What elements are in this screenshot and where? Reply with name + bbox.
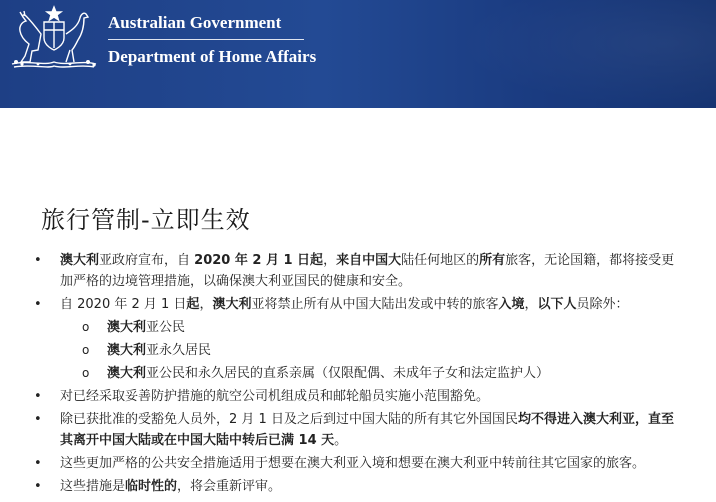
sub-list-item-text — [107, 343, 211, 358]
list-item — [34, 386, 684, 407]
body-text: 亚公民 — [146, 320, 186, 335]
body-text: ， — [199, 297, 213, 312]
body-text: 亚将禁止所有从中国大陆出发或中转的旅客 — [251, 297, 499, 312]
list-item — [34, 294, 684, 315]
list-item — [34, 453, 684, 474]
body-text: ， — [524, 297, 538, 312]
body-text: 对已经采取妥善防护措施的航空公司机组成员和邮轮船员实施小范围豁免。 — [60, 389, 490, 404]
circle-bullet-icon: o — [82, 343, 90, 357]
sub-list-item-text — [107, 366, 549, 381]
emphasis-text: 澳大利 — [60, 253, 100, 268]
emphasis-text: 澳大利 — [107, 320, 147, 335]
divider — [108, 39, 304, 40]
header-banner — [0, 0, 716, 108]
list-item-text — [60, 253, 674, 289]
department-name: Department of Home Affairs — [108, 47, 317, 66]
body-text: 亚政府宣布，自 — [99, 253, 195, 268]
emphasis-text: 来自中国大 — [336, 253, 402, 268]
page-title: 旅行管制-立即生效 — [41, 206, 251, 234]
notice-list — [34, 250, 684, 499]
emphasis-text: 临时性的 — [125, 479, 178, 494]
sub-list-item — [34, 317, 684, 338]
bullet-icon: • — [34, 479, 42, 494]
circle-bullet-icon: o — [82, 320, 90, 334]
list-item-text — [60, 479, 281, 494]
body-text: 亚公民和永久居民的直系亲属（仅限配偶、未成年子女和法定监护人） — [146, 366, 550, 381]
emphasis-text: 入境 — [498, 297, 525, 312]
emphasis-text: 澳大利 — [107, 366, 147, 381]
body-text: 除已获批准的受豁免人员外，2 月 1 日及之后到过中国大陆的所有其它外国国民 — [60, 412, 518, 427]
body-text: 。 — [334, 433, 348, 448]
body-text: 陆任何地区的 — [401, 253, 480, 268]
body-text: 旅客，无论国籍，都将接受更加严格的边境管理措施，以确保澳大利亚国民的健康和安全。 — [60, 253, 675, 289]
body-text: 员除外： — [576, 297, 629, 312]
list-item — [34, 476, 684, 497]
sub-list-item-text — [107, 320, 185, 335]
body-text: ， — [323, 253, 337, 268]
bullet-icon: • — [34, 412, 42, 427]
bullet-icon: • — [34, 389, 42, 404]
emphasis-text: 澳大利 — [212, 297, 252, 312]
government-name: Australian Government — [108, 13, 282, 32]
bullet-icon: • — [34, 297, 42, 312]
body-text: 亚永久居民 — [146, 343, 212, 358]
emphasis-text: 所有 — [479, 253, 506, 268]
body-text: 这些措施是 — [60, 479, 126, 494]
body-text: 自 2020 年 2 月 1 日 — [60, 297, 187, 312]
emphasis-text: 以下人 — [537, 297, 577, 312]
sub-list-item — [34, 340, 684, 361]
emphasis-text: 2020 年 2 月 1 日起 — [194, 253, 324, 268]
body-text: ，将会重新评审。 — [177, 479, 282, 494]
government-branding — [108, 12, 316, 68]
list-item — [34, 409, 684, 451]
circle-bullet-icon: o — [82, 366, 90, 380]
emphasis-text: 起 — [186, 297, 200, 312]
bullet-icon: • — [34, 253, 42, 268]
list-item-text — [60, 412, 674, 448]
emphasis-text: 澳大利 — [107, 343, 147, 358]
coat-of-arms-icon — [8, 4, 100, 70]
bullet-icon: • — [34, 456, 42, 471]
sub-list-item — [34, 363, 684, 384]
list-item-text — [60, 297, 629, 312]
list-item-text — [60, 456, 645, 471]
body-text: 这些更加严格的公共安全措施适用于想要在澳大利亚入境和想要在澳大利亚中转前往其它国家的旅客。 — [60, 456, 646, 471]
list-item-text — [60, 389, 489, 404]
list-item — [34, 250, 684, 292]
emphasis-text: 均不得进入澳大利亚，直至其离开中国大陆或在中国大陆中转后已满 14 天 — [60, 412, 674, 448]
